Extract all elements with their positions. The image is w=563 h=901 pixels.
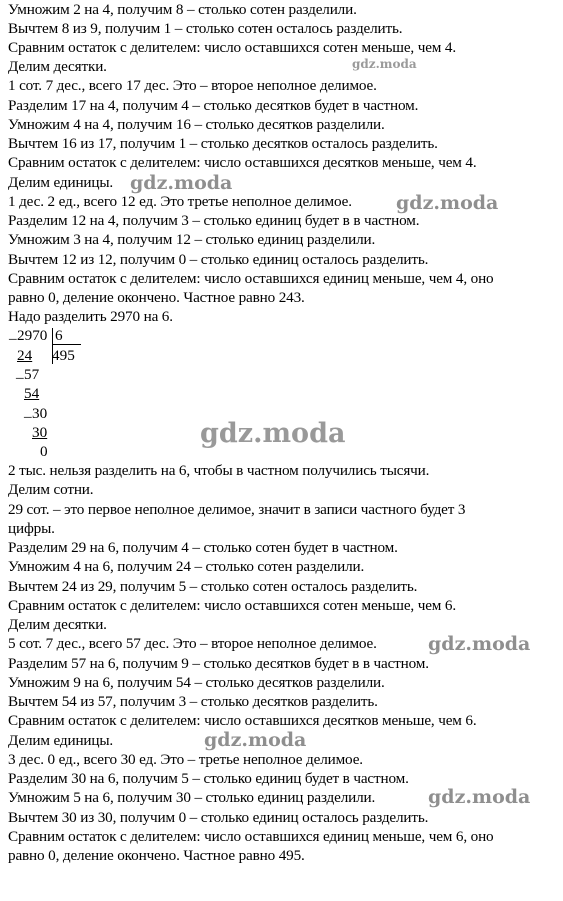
text-line: Разделим 17 на 4, получим 4 – столько десятков будет в частном.: [8, 97, 419, 114]
watermark: gdz.moda: [130, 172, 233, 194]
text-line: Вычтем 12 из 12, получим 0 – столько единиц осталось разделить.: [8, 251, 429, 268]
watermark: gdz.moda: [352, 57, 417, 71]
division-remainder-2: 30: [32, 405, 48, 422]
watermark: gdz.moda: [204, 729, 307, 751]
text-line: Делим единицы.: [8, 732, 114, 749]
text-line: 1 дес. 2 ед., всего 12 ед. Это третье неполное делимое.: [8, 193, 352, 210]
text-line: равно 0, деление окончено. Частное равно 243.: [8, 289, 305, 306]
division-subtrahend-2: 54: [24, 385, 40, 402]
text-line: Умножим 3 на 4, получим 12 – столько единиц разделили.: [8, 231, 376, 248]
division-divisor-underline: [52, 344, 81, 345]
text-line: Умножим 9 на 6, получим 54 – столько десятков разделили.: [8, 674, 385, 691]
division-minus-sign: _: [24, 403, 32, 420]
division-remainder-1: 57: [24, 366, 40, 383]
text-line: Умножим 5 на 6, получим 30 – столько единиц разделили.: [8, 789, 376, 806]
watermark: gdz.moda: [428, 633, 531, 655]
watermark: gdz.moda: [428, 786, 531, 808]
text-line: 29 сот. – это первое неполное делимое, значит в записи частного будет 3: [8, 501, 466, 518]
text-line: Сравним остаток с делителем: число оставшихся единиц меньше, чем 4, оно: [8, 270, 494, 287]
text-line: Вычтем 54 из 57, получим 3 – столько десятков разделить.: [8, 693, 378, 710]
text-line: Сравним остаток с делителем: число оставшихся сотен меньше, чем 4.: [8, 39, 457, 56]
division-final-remainder: 0: [40, 443, 48, 460]
text-line: Сравним остаток с делителем: число оставшихся десятков меньше, чем 6.: [8, 712, 477, 729]
division-quotient: 495: [52, 347, 75, 364]
text-line: равно 0, деление окончено. Частное равно 495.: [8, 847, 305, 864]
division-subtrahend-3: 30: [32, 424, 48, 441]
text-line: Надо разделить 2970 на 6.: [8, 308, 173, 325]
text-line: 3 дес. 0 ед., всего 30 ед. Это – третье неполное делимое.: [8, 751, 363, 768]
division-divisor: 6: [55, 327, 63, 344]
text-line: Разделим 12 на 4, получим 3 – столько единиц будет в в частном.: [8, 212, 420, 229]
text-line: Разделим 57 на 6, получим 9 – столько десятков будет в в частном.: [8, 655, 429, 672]
text-line: Разделим 29 на 6, получим 4 – столько сотен будет в частном.: [8, 539, 398, 556]
text-line: Умножим 2 на 4, получим 8 – столько сотен разделили.: [8, 1, 357, 18]
text-line: Вычтем 24 из 29, получим 5 – столько сотен осталось разделить.: [8, 578, 418, 595]
text-line: Делим десятки.: [8, 616, 107, 633]
text-line: Вычтем 16 из 17, получим 1 – столько десятков осталось разделить.: [8, 135, 438, 152]
text-line: Сравним остаток с делителем: число оставшихся десятков меньше, чем 4.: [8, 154, 477, 171]
text-line: Умножим 4 на 4, получим 16 – столько десятков разделили.: [8, 116, 385, 133]
text-line: 5 сот. 7 дес., всего 57 дес. Это – второе неполное делимое.: [8, 635, 377, 652]
text-line: Сравним остаток с делителем: число оставшихся единиц меньше, чем 6, оно: [8, 828, 494, 845]
division-dividend: 2970: [17, 327, 48, 344]
division-minus-sign: _: [9, 325, 17, 342]
text-line: Вычтем 8 из 9, получим 1 – столько сотен осталось разделить.: [8, 20, 403, 37]
watermark: gdz.moda: [396, 192, 499, 214]
text-line: Умножим 4 на 6, получим 24 – столько сотен разделили.: [8, 558, 365, 575]
division-subtrahend-1: 24: [17, 347, 33, 364]
text-line: Делим единицы.: [8, 174, 114, 191]
watermark: gdz.moda: [200, 418, 346, 449]
text-line: Делим десятки.: [8, 58, 107, 75]
text-line: Вычтем 30 из 30, получим 0 – столько единиц осталось разделить.: [8, 809, 429, 826]
text-line: 1 сот. 7 дес., всего 17 дес. Это – второе неполное делимое.: [8, 77, 377, 94]
text-line: Сравним остаток с делителем: число оставшихся сотен меньше, чем 6.: [8, 597, 457, 614]
text-line: 2 тыс. нельзя разделить на 6, чтобы в частном получились тысячи.: [8, 462, 430, 479]
text-line: цифры.: [8, 520, 55, 537]
text-line: Делим сотни.: [8, 481, 94, 498]
text-line: Разделим 30 на 6, получим 5 – столько единиц будет в частном.: [8, 770, 409, 787]
division-minus-sign: _: [16, 364, 24, 381]
